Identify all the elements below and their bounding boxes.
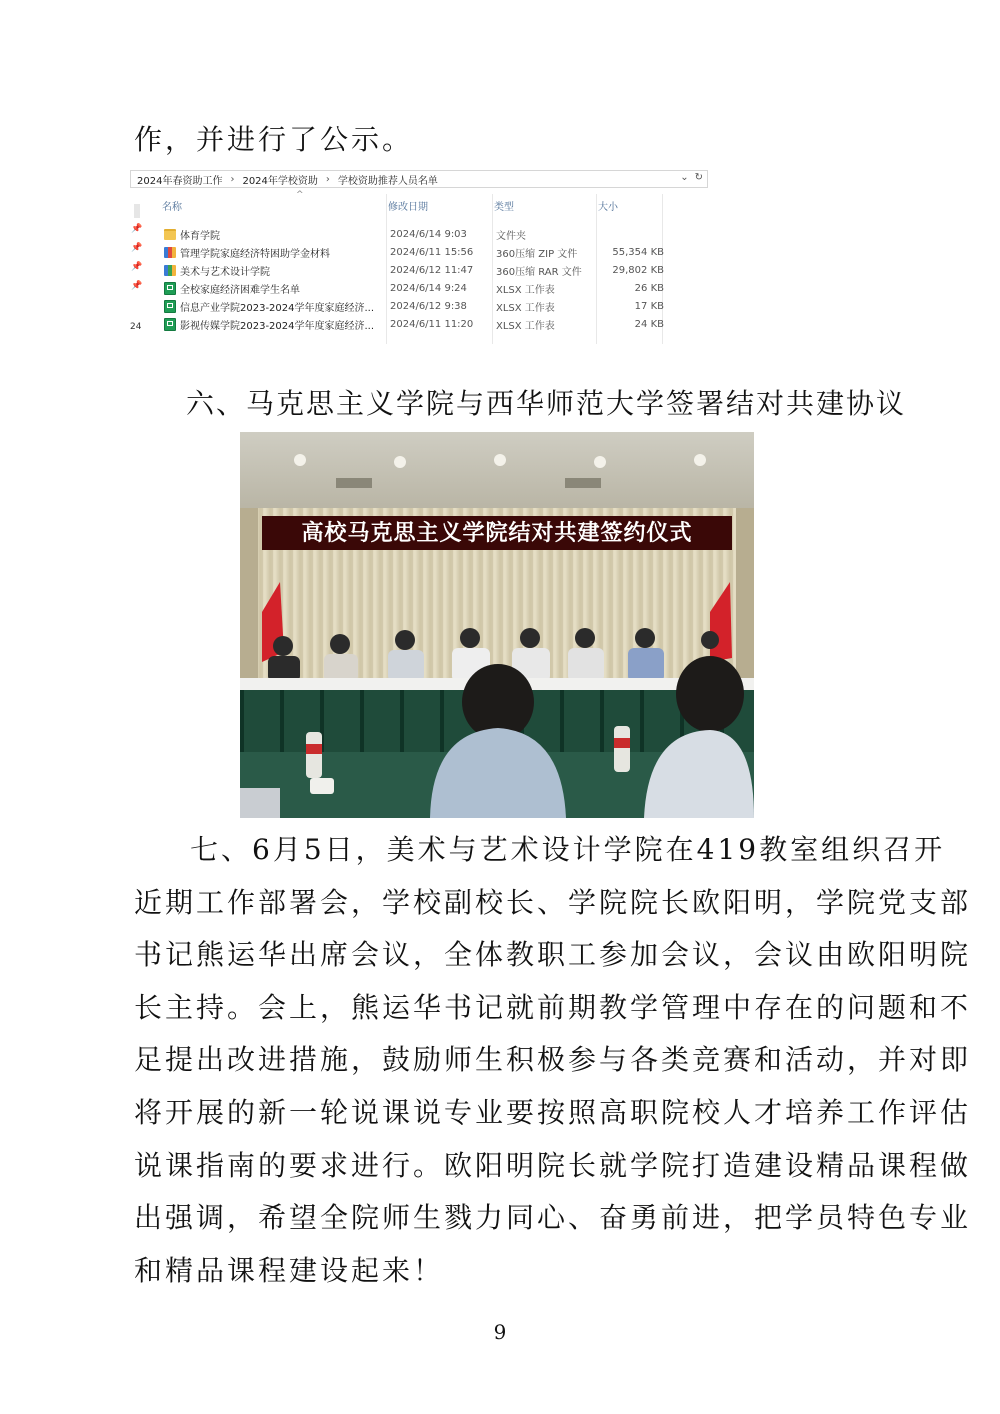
folder-icon [164, 229, 176, 240]
xlsx-file-icon [164, 318, 176, 331]
paragraph-line: 将开展的新一轮说课说专业要按照高职院校人才培养工作评估 [134, 1095, 972, 1129]
pin-icon: 📌 [131, 262, 143, 272]
file-type: XLSX 工作表 [496, 302, 555, 314]
file-row[interactable] [162, 225, 702, 243]
paragraph-line: 和精品课程建设起来！ [134, 1253, 445, 1287]
file-name: 影视传媒学院2023-2024学年度家庭经济... [180, 320, 375, 332]
file-row[interactable] [162, 297, 702, 315]
file-date: 2024/6/11 15:56 [390, 246, 474, 258]
column-header-name[interactable]: 名称 [162, 201, 182, 213]
file-type: 文件夹 [496, 230, 526, 242]
file-size: 55,354 KB [612, 246, 664, 258]
file-size: 24 KB [634, 318, 664, 330]
file-row[interactable] [162, 279, 702, 297]
file-type: XLSX 工作表 [496, 284, 555, 296]
truncated-sidebar-text: 24 [130, 322, 142, 332]
scrollbar-thumb[interactable] [134, 204, 140, 218]
file-explorer-screenshot [130, 164, 710, 348]
file-name: 美术与艺术设计学院 [180, 266, 270, 278]
quick-access-pins [130, 204, 144, 300]
breadcrumb-item[interactable]: 2024年学校资助 [242, 175, 318, 187]
file-size: 29,802 KB [612, 264, 664, 276]
refresh-icon[interactable]: ↻ [694, 172, 703, 183]
column-header-size[interactable]: 大小 [598, 201, 618, 213]
file-type: 360压缩 RAR 文件 [496, 266, 582, 278]
xlsx-file-icon [164, 300, 176, 313]
paragraph-line: 说课指南的要求进行。欧阳明院长就学院打造建设精品课程做 [134, 1148, 972, 1182]
address-bar[interactable] [130, 170, 708, 188]
section-heading: 六、马克思主义学院与西华师范大学签署结对共建协议 [186, 387, 907, 420]
signing-ceremony-photo [240, 432, 754, 818]
column-header-row [160, 190, 696, 216]
chevron-down-icon[interactable]: ⌄ [680, 172, 689, 183]
zip-archive-icon [164, 247, 176, 258]
file-name: 体育学院 [180, 230, 220, 242]
xlsx-file-icon [164, 282, 176, 295]
column-header-type[interactable]: 类型 [494, 201, 514, 213]
sort-ascending-icon: ^ [296, 190, 304, 200]
paragraph-line: 近期工作部署会，学校副校长、学院院长欧阳明，学院党支部 [134, 885, 972, 919]
column-header-date[interactable]: 修改日期 [388, 201, 428, 213]
file-name: 管理学院家庭经济特困助学金材料 [180, 248, 330, 260]
section-7-paragraph [134, 824, 972, 1297]
file-row[interactable] [162, 261, 702, 279]
file-date: 2024/6/12 9:38 [390, 300, 467, 312]
paragraph-line: 出强调，希望全院师生戮力同心、奋勇前进，把学员特色专业 [134, 1201, 972, 1235]
file-date: 2024/6/14 9:24 [390, 282, 467, 294]
file-type: 360压缩 ZIP 文件 [496, 248, 578, 260]
pin-icon: 📌 [131, 243, 143, 253]
file-size: 17 KB [634, 300, 664, 312]
file-row[interactable] [162, 243, 702, 261]
breadcrumb-item[interactable]: 学校资助推荐人员名单 [337, 175, 438, 187]
chevron-right-icon: › [325, 173, 330, 185]
file-date: 2024/6/11 11:20 [390, 318, 474, 330]
chevron-right-icon: › [230, 173, 235, 185]
breadcrumb-item[interactable]: 2024年春资助工作 [137, 175, 223, 187]
file-row[interactable] [162, 315, 702, 333]
rar-archive-icon [164, 265, 176, 276]
file-size: 26 KB [634, 282, 664, 294]
file-type: XLSX 工作表 [496, 320, 555, 332]
intro-text-line: 作，并进行了公示。 [134, 123, 414, 156]
page-number: 9 [493, 1320, 507, 1344]
pin-icon: 📌 [131, 224, 143, 234]
paragraph-line: 长主持。会上，熊运华书记就前期教学管理中存在的问题和不 [134, 990, 972, 1024]
file-name: 全校家庭经济困难学生名单 [180, 284, 300, 296]
file-date: 2024/6/14 9:03 [390, 228, 467, 240]
pin-icon: 📌 [131, 281, 143, 291]
file-date: 2024/6/12 11:47 [390, 264, 474, 276]
paragraph-line: 七、6月5日，美术与艺术设计学院在419教室组织召开 [190, 833, 946, 866]
banner-text: 高校马克思主义学院结对共建签约仪式 [301, 520, 693, 546]
paragraph-line: 足提出改进措施，鼓励师生积极参与各类竞赛和活动，并对即 [134, 1043, 972, 1077]
paragraph-line: 书记熊运华出席会议，全体教职工参加会议，会议由欧阳明院 [134, 938, 972, 972]
file-name: 信息产业学院2023-2024学年度家庭经济... [180, 302, 375, 314]
